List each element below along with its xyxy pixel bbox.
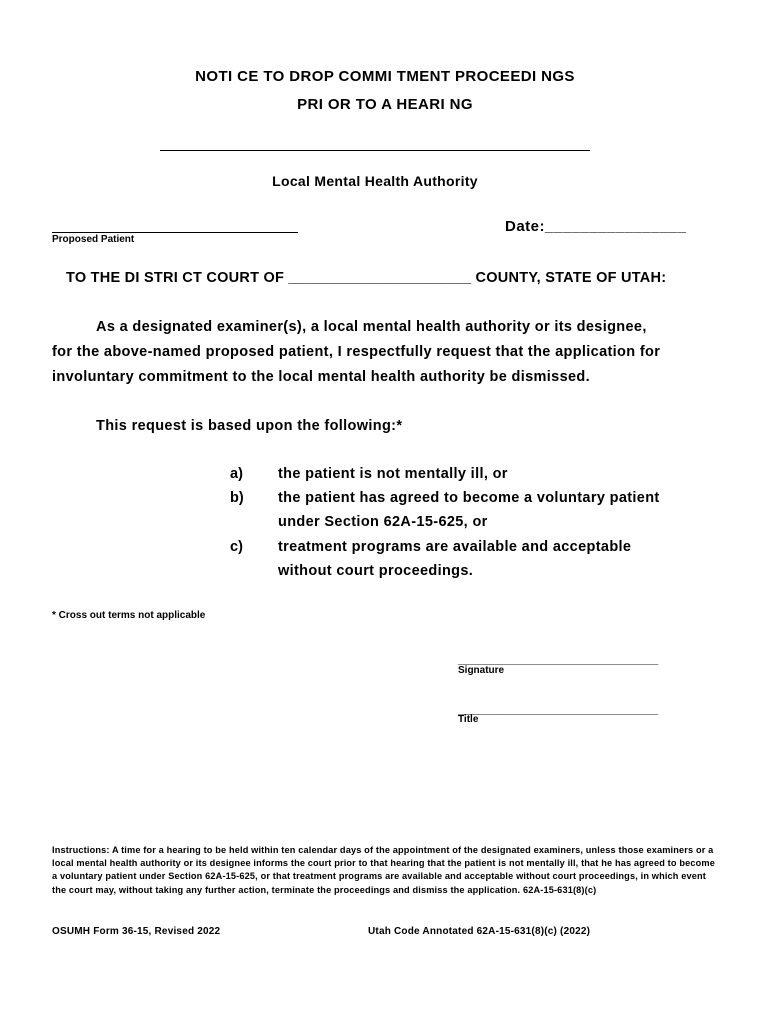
reason-c-letter: c)	[230, 539, 243, 555]
signature-label: Signature	[458, 665, 505, 676]
authority-label: Local Mental Health Authority	[272, 173, 478, 189]
request-paragraph-line-1: As a designated examiner(s), a local mental health authority or its designee,	[96, 319, 647, 335]
title-blank-line[interactable]: ______________________________	[458, 702, 659, 716]
title-label: Title	[458, 714, 479, 725]
reason-b-letter: b)	[230, 490, 244, 506]
footer-form-number: OSUMH Form 36-15, Revised 2022	[52, 926, 221, 937]
cross-out-note: * Cross out terms not applicable	[52, 610, 206, 621]
basis-intro: This request is based upon the following:*	[96, 418, 403, 434]
form-title-line-2: PRI OR TO A HEARI NG	[297, 96, 473, 113]
reason-a-text: the patient is not mentally ill, or	[278, 466, 508, 482]
proposed-patient-blank-line[interactable]	[52, 232, 298, 233]
date-field[interactable]: Date:________________	[505, 218, 687, 235]
form-title-line-1: NOTI CE TO DROP COMMI TMENT PROCEEDI NGS	[195, 68, 575, 85]
reason-b-text-line-2: under Section 62A-15-625, or	[278, 514, 488, 530]
signature-blank-line[interactable]: ______________________________	[458, 652, 659, 666]
request-paragraph-line-3: involuntary commitment to the local mental health authority be dismissed.	[52, 369, 590, 385]
request-paragraph-line-2: for the above-named proposed patient, I respectfully request that the application for	[52, 344, 661, 360]
reason-a-letter: a)	[230, 466, 243, 482]
instructions-paragraph: Instructions: A time for a hearing to be held within ten calendar days of the appointment of the designated examiners, unless those examiners or a local mental health authority or its designee informs the court prior to that hearing that the patient is not mentally ill, that he has agreed to become a voluntary patient under Section 62A-15-625, or that treatment programs are available and acceptable without court proceedings, in which event the court may, without taking any further action, terminate the proceedings and dismiss the application. 62A-15-631(8)(c)	[52, 845, 715, 895]
footer-code-citation: Utah Code Annotated 62A-15-631(8)(c) (2022)	[368, 926, 591, 937]
authority-blank-line[interactable]	[160, 150, 590, 151]
proposed-patient-label: Proposed Patient	[52, 234, 135, 245]
court-address-line: TO THE DI STRI CT COURT OF ______________________ COUNTY, STATE OF UTAH:	[66, 270, 667, 286]
reason-c-text-line-1: treatment programs are available and acceptable	[278, 539, 632, 555]
reason-c-text-line-2: without court proceedings.	[278, 563, 474, 579]
reason-b-text-line-1: the patient has agreed to become a voluntary patient	[278, 490, 660, 506]
